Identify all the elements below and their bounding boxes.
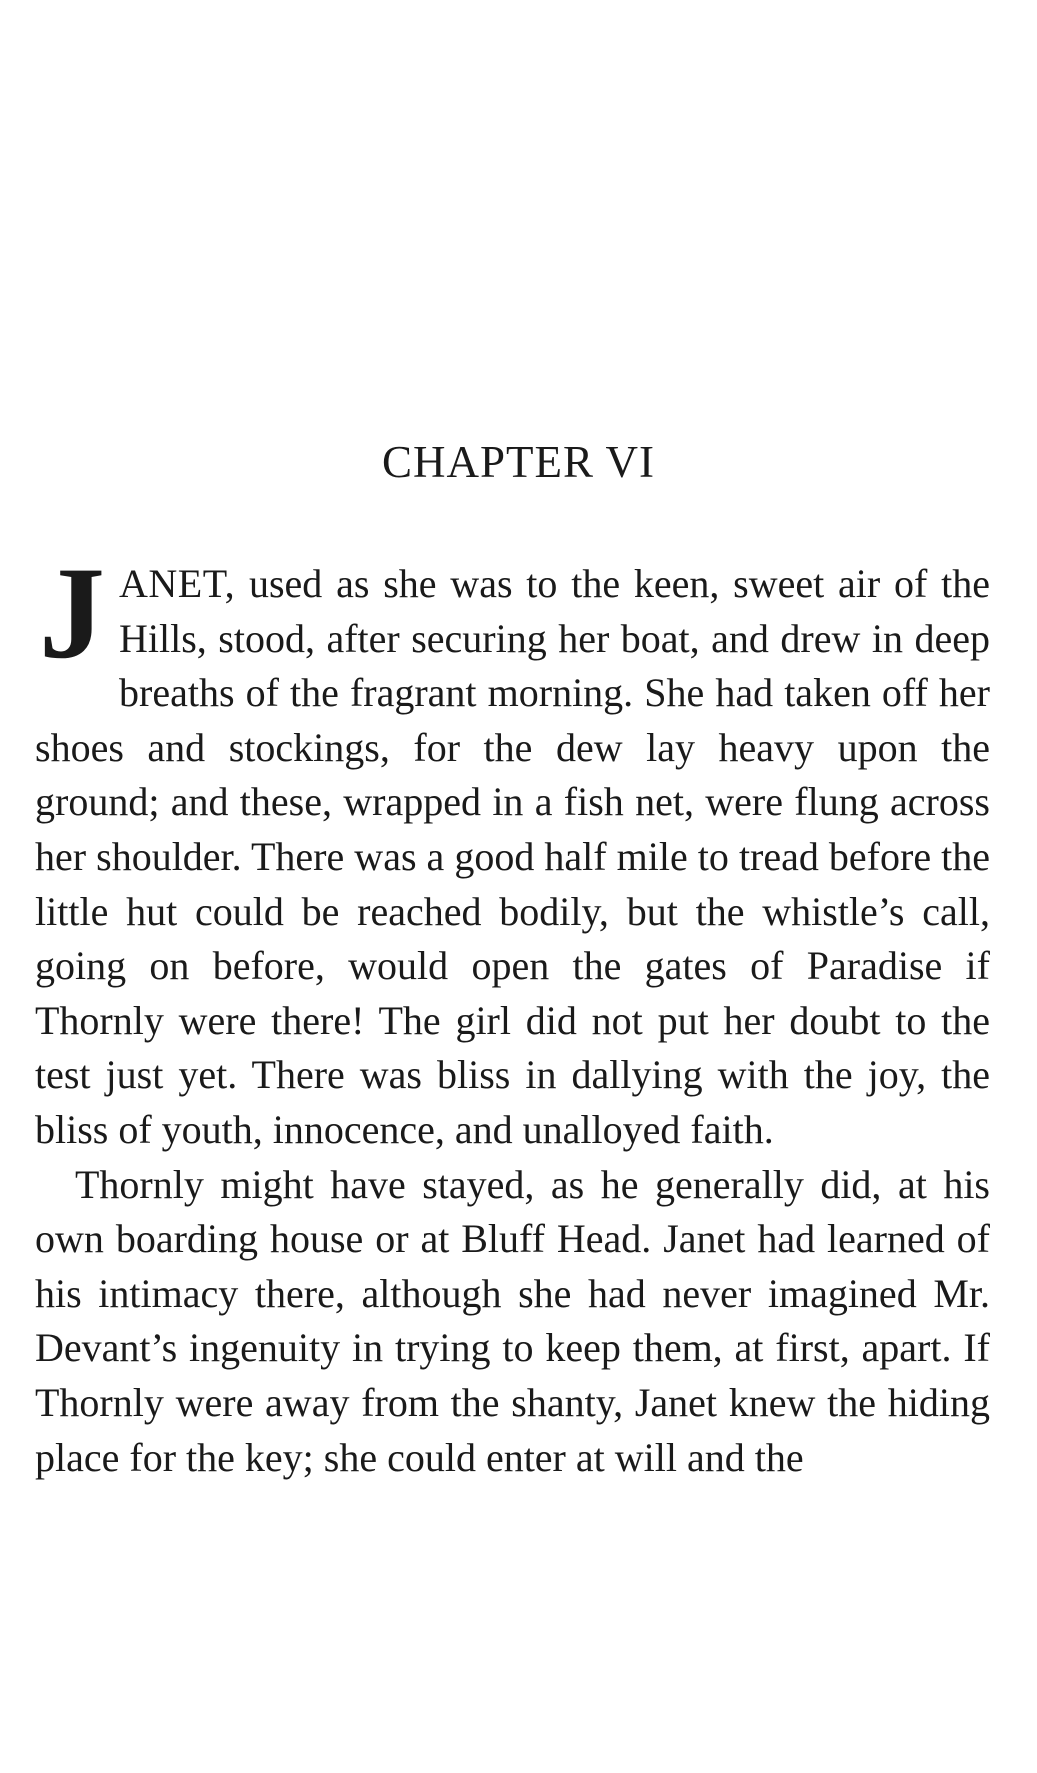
paragraph-2: Thornly might have stayed, as he generally did, at his own boarding house or at Bluff Head. Janet had learned of his intimacy there, although she had never imagined Mr. Devant’s ingenuity in trying to keep them, at first, apart. If Thornly were away from the shanty, Janet knew the hiding place for the key; she could enter at will and the	[35, 1161, 990, 1480]
chapter-heading: CHAPTER VI	[382, 437, 655, 487]
chapter-text	[35, 539, 990, 1485]
paragraph-1	[35, 539, 990, 1158]
first-word-small-caps: ANET,	[119, 561, 236, 606]
drop-cap: J	[39, 539, 105, 686]
paragraph-1-text: used as she was to the keen, sweet air of the Hills, stood, after securing her boat, and drew in deep breaths of the fragrant morning. She had taken off her shoes and stockings, for the dew lay heavy upon the ground; and these, wrapped in a fish net, were flung across her shoulder. There was a good half mile to tread before the little hut could be reached bodily, but the whistle’s call, going on before, would open the gates of Paradise if Thornly were there! The girl did not put her doubt to the test just yet. There was bliss in dallying with the joy, the bliss of youth, innocence, and unalloyed faith.	[35, 561, 990, 1152]
